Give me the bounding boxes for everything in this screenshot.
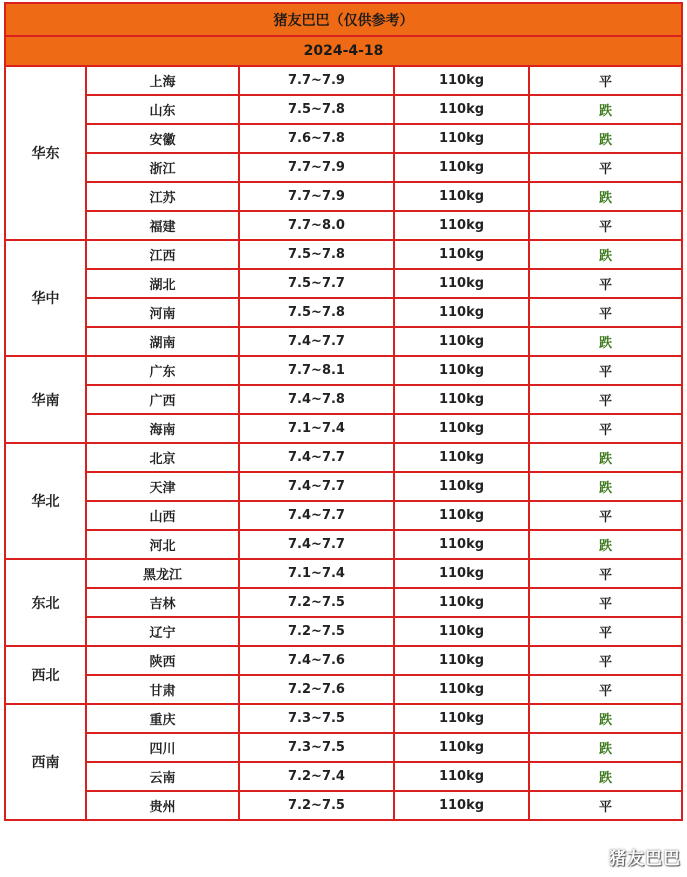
title-row bbox=[5, 3, 682, 36]
province-cell: 辽宁 bbox=[86, 617, 239, 646]
province-cell: 四川 bbox=[86, 733, 239, 762]
price-cell: 7.7~8.1 bbox=[239, 356, 394, 385]
province-cell: 江苏 bbox=[86, 182, 239, 211]
province-cell: 甘肃 bbox=[86, 675, 239, 704]
region-cell: 西北 bbox=[5, 646, 86, 704]
trend-cell: 跌 bbox=[529, 530, 682, 559]
region-cell: 华南 bbox=[5, 356, 86, 443]
trend-cell: 跌 bbox=[529, 443, 682, 472]
trend-cell: 跌 bbox=[529, 704, 682, 733]
province-cell: 北京 bbox=[86, 443, 239, 472]
weight-cell: 110kg bbox=[394, 95, 529, 124]
region-cell: 华东 bbox=[5, 66, 86, 240]
province-cell: 浙江 bbox=[86, 153, 239, 182]
weight-cell: 110kg bbox=[394, 530, 529, 559]
province-cell: 山西 bbox=[86, 501, 239, 530]
table-row bbox=[5, 95, 682, 124]
table-row bbox=[5, 356, 682, 385]
weight-cell: 110kg bbox=[394, 617, 529, 646]
price-cell: 7.2~7.5 bbox=[239, 791, 394, 820]
price-table-body bbox=[5, 3, 682, 820]
table-row bbox=[5, 327, 682, 356]
trend-cell: 跌 bbox=[529, 240, 682, 269]
weight-cell: 110kg bbox=[394, 240, 529, 269]
table-title: 猪友巴巴（仅供参考） bbox=[5, 3, 682, 36]
price-cell: 7.5~7.8 bbox=[239, 95, 394, 124]
price-cell: 7.6~7.8 bbox=[239, 124, 394, 153]
watermark: 猪友巴巴 bbox=[609, 849, 681, 869]
table-row bbox=[5, 414, 682, 443]
price-cell: 7.2~7.5 bbox=[239, 617, 394, 646]
weight-cell: 110kg bbox=[394, 501, 529, 530]
province-cell: 湖南 bbox=[86, 327, 239, 356]
table-row bbox=[5, 617, 682, 646]
trend-cell: 跌 bbox=[529, 472, 682, 501]
table-row bbox=[5, 66, 682, 95]
province-cell: 河北 bbox=[86, 530, 239, 559]
table-row bbox=[5, 646, 682, 675]
weight-cell: 110kg bbox=[394, 327, 529, 356]
trend-cell: 平 bbox=[529, 66, 682, 95]
province-cell: 上海 bbox=[86, 66, 239, 95]
province-cell: 海南 bbox=[86, 414, 239, 443]
weight-cell: 110kg bbox=[394, 588, 529, 617]
table-row bbox=[5, 530, 682, 559]
weight-cell: 110kg bbox=[394, 153, 529, 182]
province-cell: 云南 bbox=[86, 762, 239, 791]
price-cell: 7.1~7.4 bbox=[239, 559, 394, 588]
province-cell: 重庆 bbox=[86, 704, 239, 733]
weight-cell: 110kg bbox=[394, 559, 529, 588]
price-cell: 7.1~7.4 bbox=[239, 414, 394, 443]
province-cell: 吉林 bbox=[86, 588, 239, 617]
price-cell: 7.7~7.9 bbox=[239, 182, 394, 211]
price-cell: 7.4~7.6 bbox=[239, 646, 394, 675]
table-row bbox=[5, 182, 682, 211]
trend-cell: 平 bbox=[529, 211, 682, 240]
weight-cell: 110kg bbox=[394, 298, 529, 327]
trend-cell: 平 bbox=[529, 298, 682, 327]
province-cell: 广东 bbox=[86, 356, 239, 385]
province-cell: 黑龙江 bbox=[86, 559, 239, 588]
weight-cell: 110kg bbox=[394, 762, 529, 791]
trend-cell: 平 bbox=[529, 588, 682, 617]
table-row bbox=[5, 762, 682, 791]
province-cell: 山东 bbox=[86, 95, 239, 124]
region-cell: 东北 bbox=[5, 559, 86, 646]
table-row bbox=[5, 240, 682, 269]
table-row bbox=[5, 269, 682, 298]
table-row bbox=[5, 791, 682, 820]
price-table bbox=[4, 2, 683, 821]
table-row bbox=[5, 501, 682, 530]
trend-cell: 跌 bbox=[529, 733, 682, 762]
price-cell: 7.7~7.9 bbox=[239, 153, 394, 182]
table-row bbox=[5, 298, 682, 327]
weight-cell: 110kg bbox=[394, 124, 529, 153]
price-cell: 7.4~7.7 bbox=[239, 327, 394, 356]
table-row bbox=[5, 153, 682, 182]
table-row bbox=[5, 472, 682, 501]
trend-cell: 平 bbox=[529, 675, 682, 704]
price-cell: 7.5~7.7 bbox=[239, 269, 394, 298]
price-cell: 7.4~7.7 bbox=[239, 530, 394, 559]
region-cell: 华北 bbox=[5, 443, 86, 559]
province-cell: 陕西 bbox=[86, 646, 239, 675]
trend-cell: 平 bbox=[529, 791, 682, 820]
table-row bbox=[5, 588, 682, 617]
weight-cell: 110kg bbox=[394, 269, 529, 298]
trend-cell: 跌 bbox=[529, 327, 682, 356]
weight-cell: 110kg bbox=[394, 443, 529, 472]
weight-cell: 110kg bbox=[394, 356, 529, 385]
trend-cell: 平 bbox=[529, 646, 682, 675]
date-row bbox=[5, 36, 682, 66]
price-cell: 7.4~7.7 bbox=[239, 501, 394, 530]
price-cell: 7.5~7.8 bbox=[239, 298, 394, 327]
price-cell: 7.2~7.4 bbox=[239, 762, 394, 791]
weight-cell: 110kg bbox=[394, 66, 529, 95]
weight-cell: 110kg bbox=[394, 211, 529, 240]
trend-cell: 平 bbox=[529, 414, 682, 443]
trend-cell: 跌 bbox=[529, 95, 682, 124]
table-date: 2024-4-18 bbox=[5, 36, 682, 66]
price-cell: 7.5~7.8 bbox=[239, 240, 394, 269]
trend-cell: 平 bbox=[529, 356, 682, 385]
price-cell: 7.4~7.8 bbox=[239, 385, 394, 414]
table-row bbox=[5, 704, 682, 733]
table-row bbox=[5, 211, 682, 240]
weight-cell: 110kg bbox=[394, 646, 529, 675]
price-cell: 7.4~7.7 bbox=[239, 472, 394, 501]
region-cell: 华中 bbox=[5, 240, 86, 356]
table-row bbox=[5, 385, 682, 414]
price-cell: 7.7~7.9 bbox=[239, 66, 394, 95]
table-row bbox=[5, 124, 682, 153]
weight-cell: 110kg bbox=[394, 733, 529, 762]
trend-cell: 平 bbox=[529, 385, 682, 414]
trend-cell: 平 bbox=[529, 269, 682, 298]
price-cell: 7.4~7.7 bbox=[239, 443, 394, 472]
province-cell: 广西 bbox=[86, 385, 239, 414]
trend-cell: 跌 bbox=[529, 124, 682, 153]
weight-cell: 110kg bbox=[394, 182, 529, 211]
trend-cell: 平 bbox=[529, 501, 682, 530]
table-row bbox=[5, 559, 682, 588]
province-cell: 福建 bbox=[86, 211, 239, 240]
province-cell: 安徽 bbox=[86, 124, 239, 153]
weight-cell: 110kg bbox=[394, 385, 529, 414]
price-cell: 7.2~7.5 bbox=[239, 588, 394, 617]
table-row bbox=[5, 733, 682, 762]
table-row bbox=[5, 443, 682, 472]
trend-cell: 平 bbox=[529, 617, 682, 646]
region-cell: 西南 bbox=[5, 704, 86, 820]
trend-cell: 平 bbox=[529, 153, 682, 182]
weight-cell: 110kg bbox=[394, 704, 529, 733]
province-cell: 天津 bbox=[86, 472, 239, 501]
province-cell: 江西 bbox=[86, 240, 239, 269]
trend-cell: 平 bbox=[529, 559, 682, 588]
trend-cell: 跌 bbox=[529, 182, 682, 211]
table-row bbox=[5, 675, 682, 704]
price-cell: 7.7~8.0 bbox=[239, 211, 394, 240]
weight-cell: 110kg bbox=[394, 675, 529, 704]
province-cell: 湖北 bbox=[86, 269, 239, 298]
province-cell: 贵州 bbox=[86, 791, 239, 820]
price-cell: 7.3~7.5 bbox=[239, 733, 394, 762]
province-cell: 河南 bbox=[86, 298, 239, 327]
price-cell: 7.2~7.6 bbox=[239, 675, 394, 704]
weight-cell: 110kg bbox=[394, 414, 529, 443]
trend-cell: 跌 bbox=[529, 762, 682, 791]
weight-cell: 110kg bbox=[394, 791, 529, 820]
weight-cell: 110kg bbox=[394, 472, 529, 501]
price-cell: 7.3~7.5 bbox=[239, 704, 394, 733]
